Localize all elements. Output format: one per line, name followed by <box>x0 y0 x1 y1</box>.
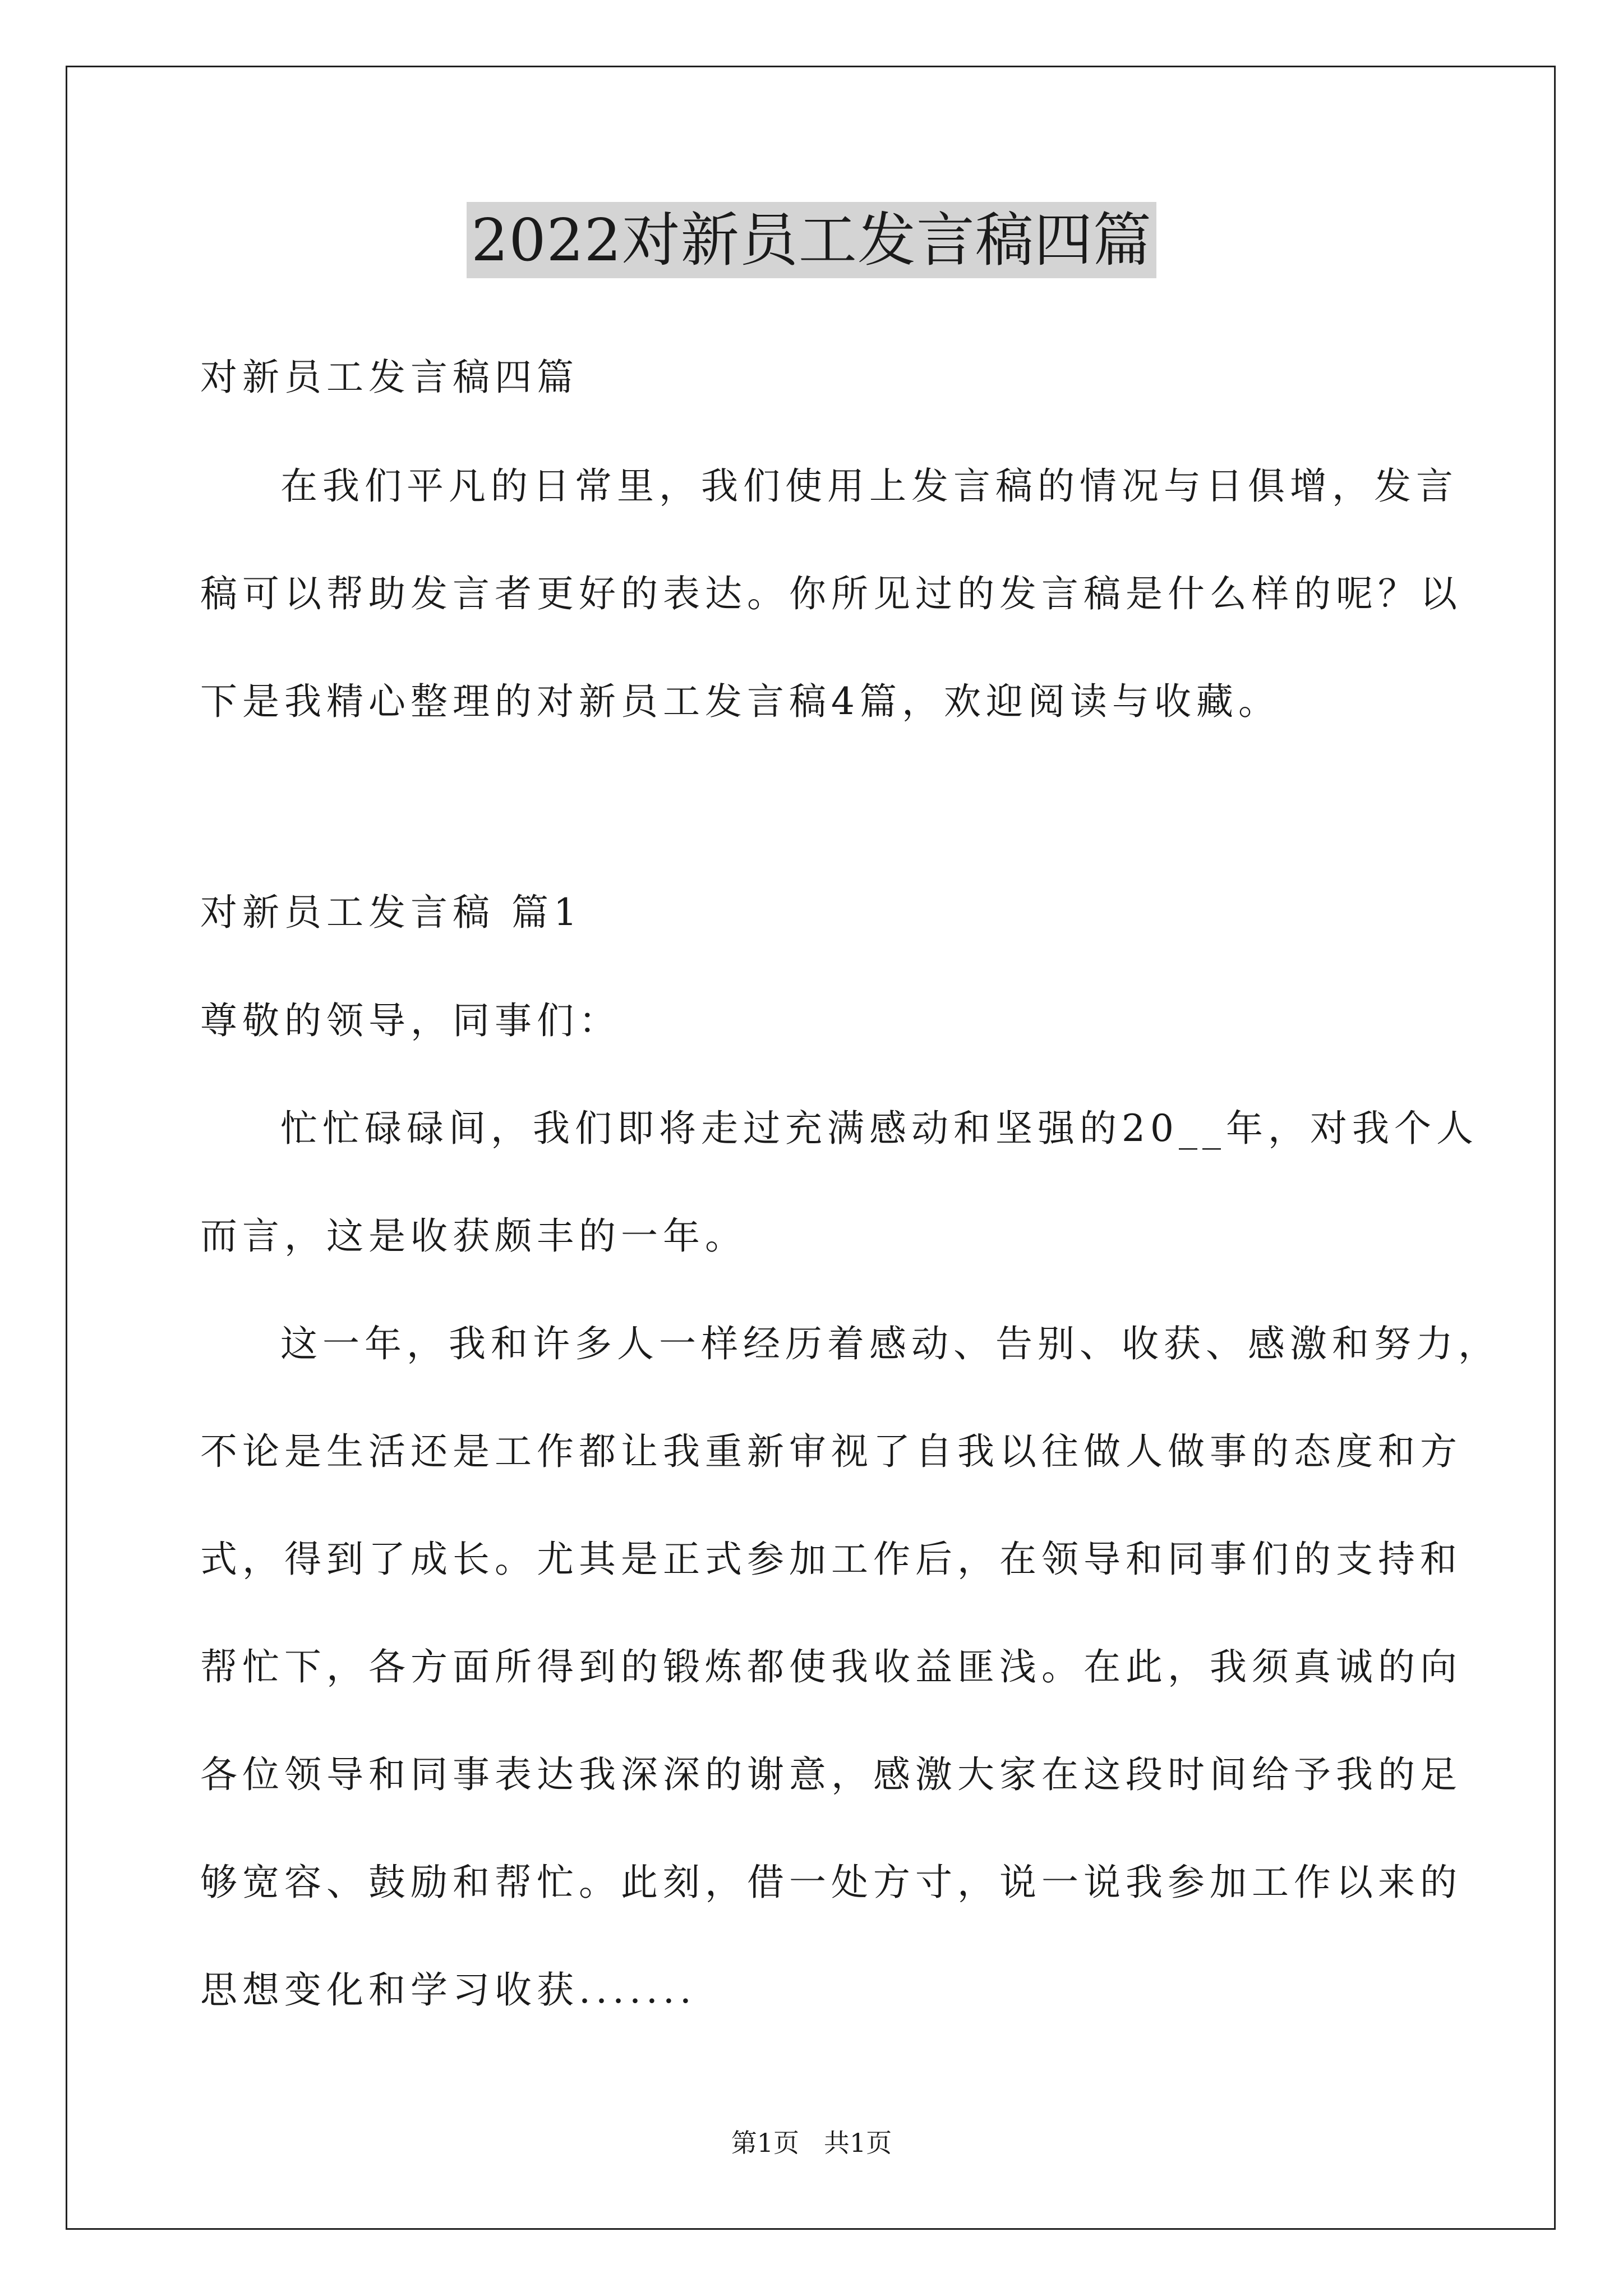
paragraph-line: 式，得到了成长。尤其是正式参加工作后，在领导和同事们的支持和 <box>200 1538 1462 1581</box>
page-number: 第1页 <box>731 2128 800 2158</box>
paragraph-line: 帮忙下，各方面所得到的锻炼都使我收益匪浅。在此，我须真诚的向 <box>200 1645 1462 1688</box>
section-heading: 对新员工发言稿 篇1 <box>200 891 582 934</box>
page-footer <box>0 2126 1623 2160</box>
title-wrap <box>0 202 1623 278</box>
paragraph-line: 够宽容、鼓励和帮忙。此刻，借一处方寸，说一说我参加工作以来的 <box>200 1861 1462 1904</box>
salutation: 尊敬的领导，同事们： <box>200 999 621 1042</box>
subtitle: 对新员工发言稿四篇 <box>200 356 579 399</box>
page-total: 共1页 <box>823 2128 892 2158</box>
paragraph-line: 而言，这是收获颇丰的一年。 <box>200 1214 747 1258</box>
intro-line: 稿可以帮助发言者更好的表达。你所见过的发言稿是什么样的呢？以 <box>200 572 1462 615</box>
paragraph-line: 各位领导和同事表达我深深的谢意，感激大家在这段时间给予我的足 <box>200 1753 1462 1796</box>
paragraph-line: 不论是生活还是工作都让我重新审视了自我以往做人做事的态度和方 <box>200 1430 1462 1473</box>
paragraph-line: 思想变化和学习收获....... <box>200 1968 697 2012</box>
paragraph-line: 忙忙碌碌间，我们即将走过充满感动和坚强的20__年，对我个人 <box>280 1107 1478 1150</box>
intro-line: 在我们平凡的日常里，我们使用上发言稿的情况与日俱增，发言 <box>280 464 1458 508</box>
document-title: 2022对新员工发言稿四篇 <box>467 202 1156 278</box>
intro-line: 下是我精心整理的对新员工发言稿4篇，欢迎阅读与收藏。 <box>200 680 1280 723</box>
paragraph-line: 这一年，我和许多人一样经历着感动、告别、收获、感激和努力， <box>280 1322 1500 1365</box>
